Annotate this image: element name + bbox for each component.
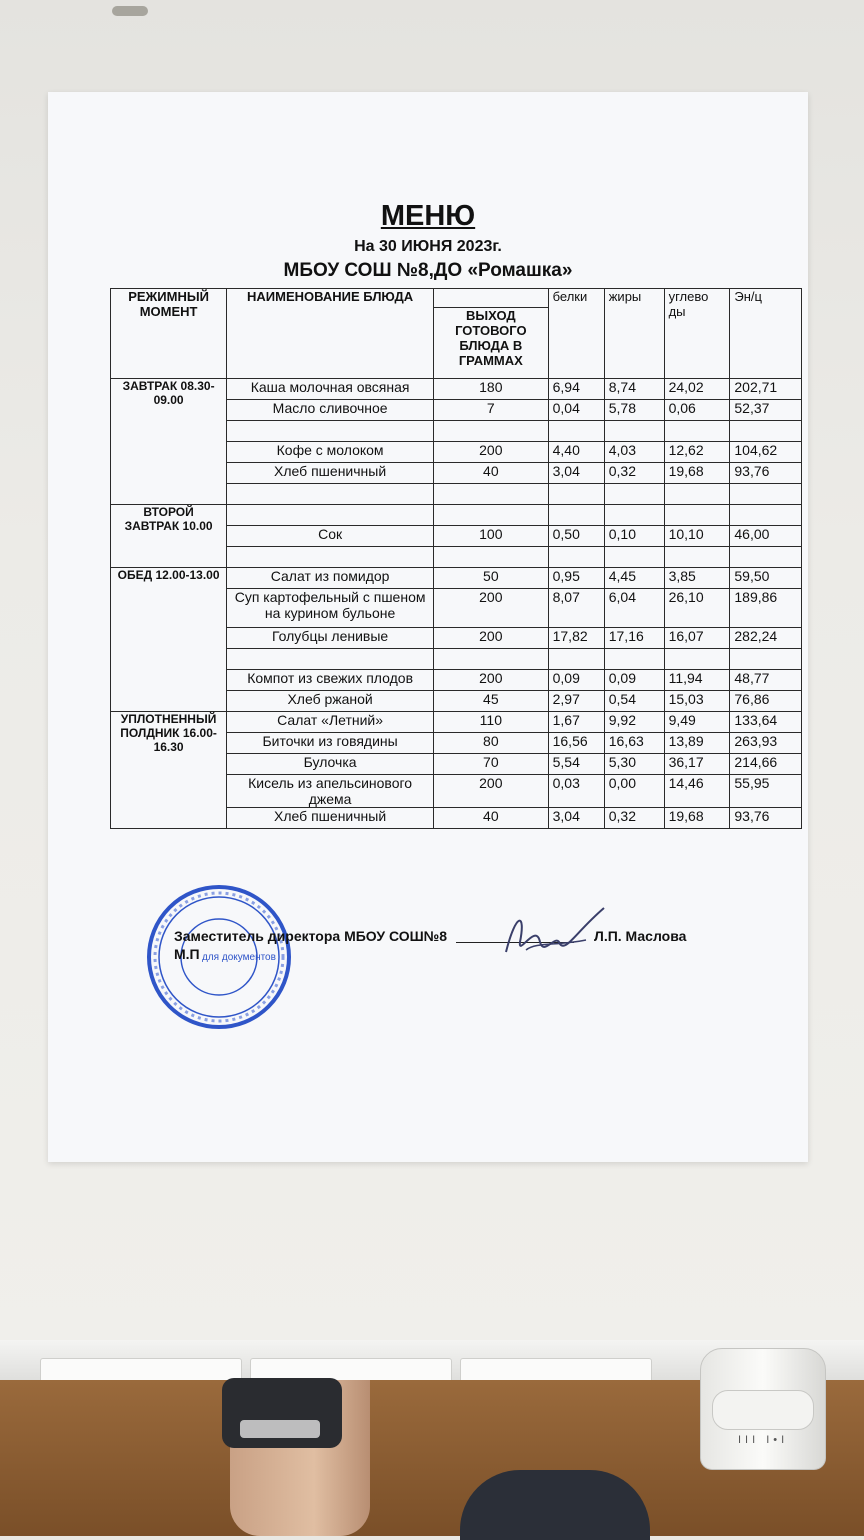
date-line: На 30 ИЮНЯ 2023г. (354, 238, 502, 255)
fats-cell: 0,10 (604, 526, 664, 547)
dish-cell: Булочка (227, 754, 434, 775)
fats-cell: 0,09 (604, 670, 664, 691)
carbs-cell: 12,62 (664, 442, 730, 463)
carbs-cell: 19,68 (664, 808, 730, 829)
header-output-top (434, 289, 549, 308)
energy-cell: 202,71 (730, 379, 802, 400)
energy-cell: 93,76 (730, 808, 802, 829)
stamp-seal (144, 882, 294, 1032)
carbs-cell: 10,10 (664, 526, 730, 547)
output-cell: 200 (434, 628, 549, 649)
dish-cell: Масло сливочное (227, 400, 434, 421)
valve-marks: III I•I (738, 1434, 789, 1446)
output-cell (434, 649, 549, 670)
dish-cell: Каша молочная овсяная (227, 379, 434, 400)
regime-cell: ВТОРОЙ ЗАВТРАК 10.00 (111, 505, 227, 568)
fats-cell: 6,04 (604, 589, 664, 628)
energy-cell (730, 421, 802, 442)
fats-cell (604, 484, 664, 505)
stamp-text: для документов (202, 952, 276, 963)
dish-cell: Хлеб пшеничный (227, 808, 434, 829)
header-carbs: углево ды (664, 289, 730, 379)
carbs-cell: 26,10 (664, 589, 730, 628)
carbs-cell: 11,94 (664, 670, 730, 691)
output-cell: 70 (434, 754, 549, 775)
school-name: МБОУ СОШ №8,ДО «Ромашка» (283, 260, 573, 281)
energy-cell: 263,93 (730, 733, 802, 754)
output-cell: 180 (434, 379, 549, 400)
carbs-cell (664, 484, 730, 505)
header-energy: Эн/ц (730, 289, 802, 379)
energy-cell: 55,95 (730, 775, 802, 808)
proteins-cell: 4,40 (548, 442, 604, 463)
energy-cell: 214,66 (730, 754, 802, 775)
proteins-cell: 0,50 (548, 526, 604, 547)
proteins-cell (548, 505, 604, 526)
signatory-position: Заместитель директора МБОУ СОШ№8 (174, 928, 448, 944)
dish-cell: Биточки из говядины (227, 733, 434, 754)
output-cell: 50 (434, 568, 549, 589)
carbs-cell: 14,46 (664, 775, 730, 808)
dish-cell: Суп картофельный с пшеном на курином бульоне (227, 589, 434, 628)
header-proteins: белки (548, 289, 604, 379)
table-row (111, 505, 802, 526)
output-cell: 200 (434, 670, 549, 691)
energy-cell: 189,86 (730, 589, 802, 628)
proteins-cell: 16,56 (548, 733, 604, 754)
carbs-cell (664, 421, 730, 442)
output-cell (434, 505, 549, 526)
dish-cell (227, 505, 434, 526)
output-cell: 200 (434, 589, 549, 628)
carbs-cell (664, 649, 730, 670)
regime-cell: ОБЕД 12.00-13.00 (111, 568, 227, 712)
dish-cell (227, 649, 434, 670)
proteins-cell (548, 547, 604, 568)
table-row (111, 379, 802, 400)
output-cell (434, 484, 549, 505)
energy-cell: 93,76 (730, 463, 802, 484)
shoe-strap (240, 1420, 320, 1438)
energy-cell: 59,50 (730, 568, 802, 589)
fats-cell: 5,78 (604, 400, 664, 421)
output-cell: 45 (434, 691, 549, 712)
carbs-cell: 15,03 (664, 691, 730, 712)
dish-cell (227, 421, 434, 442)
fats-cell: 8,74 (604, 379, 664, 400)
carbs-cell: 24,02 (664, 379, 730, 400)
dish-cell: Сок (227, 526, 434, 547)
energy-cell: 48,77 (730, 670, 802, 691)
proteins-cell: 17,82 (548, 628, 604, 649)
energy-cell (730, 505, 802, 526)
energy-cell: 52,37 (730, 400, 802, 421)
energy-cell: 282,24 (730, 628, 802, 649)
header-row-1 (111, 289, 802, 308)
dish-cell: Хлеб ржаной (227, 691, 434, 712)
energy-cell: 46,00 (730, 526, 802, 547)
dish-cell: Голубцы ленивые (227, 628, 434, 649)
energy-cell (730, 547, 802, 568)
proteins-cell: 8,07 (548, 589, 604, 628)
proteins-cell: 3,04 (548, 808, 604, 829)
output-cell: 110 (434, 712, 549, 733)
carbs-cell (664, 505, 730, 526)
dish-cell (227, 484, 434, 505)
carbs-cell: 19,68 (664, 463, 730, 484)
output-cell: 7 (434, 400, 549, 421)
wall-mark (112, 6, 148, 16)
proteins-cell (548, 421, 604, 442)
proteins-cell: 0,95 (548, 568, 604, 589)
document-title: МЕНЮ (380, 200, 476, 232)
dish-cell: Салат «Летний» (227, 712, 434, 733)
fats-cell: 0,32 (604, 808, 664, 829)
proteins-cell: 5,54 (548, 754, 604, 775)
output-cell (434, 547, 549, 568)
proteins-cell: 0,04 (548, 400, 604, 421)
carbs-cell: 3,85 (664, 568, 730, 589)
fats-cell: 4,45 (604, 568, 664, 589)
output-cell: 100 (434, 526, 549, 547)
output-cell: 200 (434, 775, 549, 808)
fats-cell: 0,54 (604, 691, 664, 712)
fats-cell: 9,92 (604, 712, 664, 733)
radiator-valve-ring (712, 1390, 814, 1430)
energy-cell (730, 484, 802, 505)
dish-cell: Кофе с молоком (227, 442, 434, 463)
menu-sheet (48, 92, 808, 1162)
fats-cell (604, 505, 664, 526)
proteins-cell: 2,97 (548, 691, 604, 712)
energy-cell: 133,64 (730, 712, 802, 733)
energy-cell (730, 649, 802, 670)
fats-cell: 17,16 (604, 628, 664, 649)
output-cell: 200 (434, 442, 549, 463)
header-regime: РЕЖИМНЫЙ МОМЕНТ (111, 289, 227, 379)
output-cell (434, 421, 549, 442)
carbs-cell: 16,07 (664, 628, 730, 649)
table-row (111, 568, 802, 589)
header-fats: жиры (604, 289, 664, 379)
carbs-cell: 9,49 (664, 712, 730, 733)
carbs-cell (664, 547, 730, 568)
fats-cell: 0,00 (604, 775, 664, 808)
fats-cell (604, 649, 664, 670)
carbs-cell: 36,17 (664, 754, 730, 775)
dish-cell: Кисель из апельсинового джема (227, 775, 434, 808)
fats-cell: 0,32 (604, 463, 664, 484)
proteins-cell: 0,09 (548, 670, 604, 691)
dish-cell: Хлеб пшеничный (227, 463, 434, 484)
menu-table (110, 288, 802, 829)
proteins-cell (548, 649, 604, 670)
header-dish: НАИМЕНОВАНИЕ БЛЮДА (227, 289, 434, 379)
header-output: ВЫХОД ГОТОВОГО БЛЮДА В ГРАММАХ (434, 308, 549, 379)
carbs-cell: 13,89 (664, 733, 730, 754)
dish-cell: Компот из свежих плодов (227, 670, 434, 691)
carbs-cell: 0,06 (664, 400, 730, 421)
proteins-cell (548, 484, 604, 505)
energy-cell: 104,62 (730, 442, 802, 463)
fats-cell: 4,03 (604, 442, 664, 463)
proteins-cell: 0,03 (548, 775, 604, 808)
handwritten-signature (496, 902, 606, 962)
signer-name: Л.П. Маслова (594, 928, 687, 944)
dish-cell (227, 547, 434, 568)
person-clothing (460, 1470, 650, 1540)
mp-mark: М.П (174, 946, 200, 962)
regime-cell: УПЛОТНЕННЫЙ ПОЛДНИК 16.00-16.30 (111, 712, 227, 829)
proteins-cell: 3,04 (548, 463, 604, 484)
energy-cell: 76,86 (730, 691, 802, 712)
proteins-cell: 6,94 (548, 379, 604, 400)
proteins-cell: 1,67 (548, 712, 604, 733)
output-cell: 40 (434, 463, 549, 484)
output-cell: 80 (434, 733, 549, 754)
dish-cell: Салат из помидор (227, 568, 434, 589)
fats-cell (604, 421, 664, 442)
table-row (111, 712, 802, 733)
output-cell: 40 (434, 808, 549, 829)
menu-body (111, 379, 802, 829)
fats-cell: 5,30 (604, 754, 664, 775)
fats-cell (604, 547, 664, 568)
regime-cell: ЗАВТРАК 08.30-09.00 (111, 379, 227, 505)
fats-cell: 16,63 (604, 733, 664, 754)
